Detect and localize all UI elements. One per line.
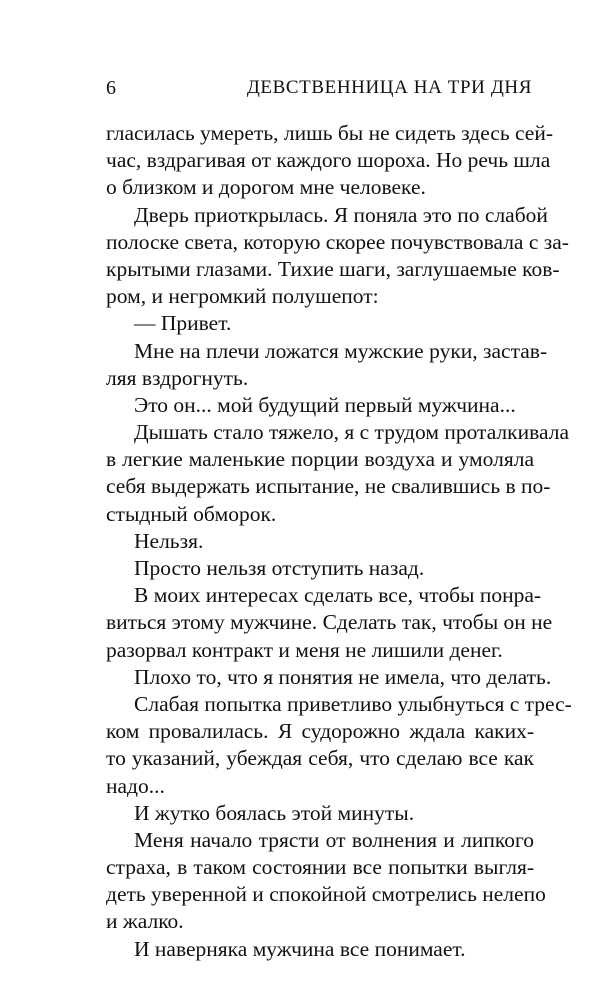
- page-header: [106, 74, 532, 102]
- body-text: [106, 120, 572, 963]
- text-line: крытыми глазами. Тихие шаги, заглушаемые ков-: [106, 256, 560, 281]
- text-line: себя выдержать испытание, не свалившись в по-: [106, 474, 551, 499]
- text-line: ляя вздрогнуть.: [106, 365, 249, 390]
- text-line: виться этому мужчине. Сделать так, чтобы он не: [106, 610, 553, 635]
- text-line: Дышать стало тяжело, я с трудом проталкивала: [134, 420, 569, 445]
- text-line: И жутко боялась этой минуты.: [134, 800, 415, 825]
- page-number: 6: [106, 77, 116, 99]
- text-line: страха, в таком состоянии все попытки выгля-: [106, 855, 534, 880]
- text-line: Слабая попытка приветливо улыбнуться с трес-: [134, 691, 572, 716]
- text-line: в легкие маленькие порции воздуха и умоляла: [106, 447, 534, 472]
- text-line: Дверь приоткрылась. Я поняла это по слабой: [134, 202, 548, 227]
- text-line: ром, и негромкий полушепот:: [106, 284, 379, 309]
- running-title: ДЕВСТВЕННИЦА НА ТРИ ДНЯ: [246, 77, 532, 98]
- text-line: полоске света, которую скорее почувствовала с за-: [106, 229, 569, 254]
- text-line: надо...: [106, 773, 165, 798]
- text-line: — Привет.: [134, 311, 232, 336]
- text-line: гласилась умереть, лишь бы не сидеть здесь сей-: [106, 121, 554, 145]
- text-line: стыдный обморок.: [106, 501, 277, 526]
- text-line: Просто нельзя отступить назад.: [134, 556, 425, 580]
- text-line: Плохо то, что я понятия не имела, что делать.: [134, 664, 552, 689]
- text-line: Нельзя.: [134, 528, 204, 553]
- text-line: то указаний, убеждая себя, что сделаю все как: [106, 746, 534, 771]
- text-line: И наверняка мужчина все понимает.: [134, 936, 466, 961]
- text-line: Мне на плечи ложатся мужские руки, застав-: [134, 338, 548, 363]
- text-line: разорвал контракт и меня не лишили денег.: [106, 637, 503, 662]
- text-line: ком провалилась. Я судорожно ждала каких-: [106, 719, 534, 744]
- text-line: деть уверенной и спокойной смотрелись нелепо: [106, 882, 546, 907]
- text-line: В моих интересах сделать все, чтобы понра-: [134, 583, 542, 608]
- text-line: Меня начало трясти от волнения и липкого: [134, 827, 534, 852]
- text-line: час, вздрагивая от каждого шороха. Но речь шла: [106, 148, 551, 173]
- text-line: Это он... мой будущий первый мужчина...: [134, 392, 516, 417]
- text-line: и жалко.: [106, 909, 184, 934]
- text-line: о близком и дорогом мне человеке.: [106, 175, 426, 200]
